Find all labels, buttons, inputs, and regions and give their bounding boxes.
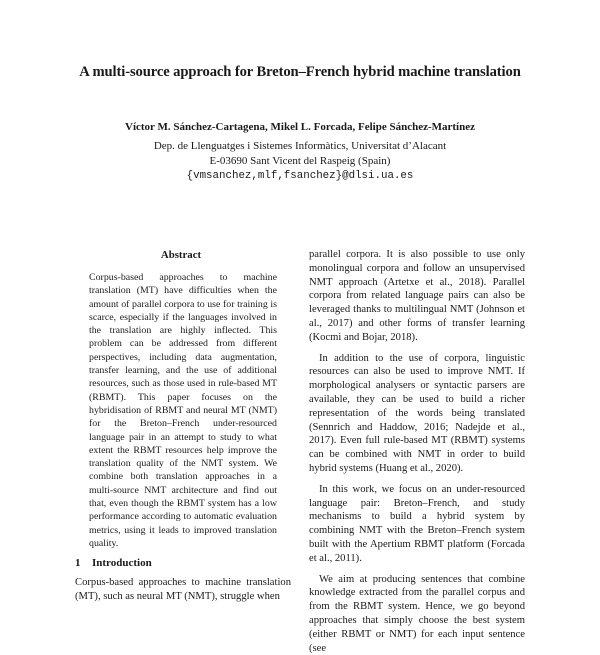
author-emails: {vmsanchez,mlf,fsanchez}@dlsi.ua.es	[186, 170, 414, 182]
body-paragraph: We aim at producing sentences that combine knowledge extracted from the parallel corpus and from the RBMT system. Hence, we go beyond approaches that simply choose the best system (either RBMT or NMT) for each input sentence (see	[309, 573, 525, 654]
abstract-heading: Abstract	[160, 249, 202, 261]
body-paragraph: In addition to the use of corpora, linguistic resources can also be used to improve NMT. If morphological analysers or syntactic parsers are available, they can be used to build a richer representation of the words being translated (Sennrich and Haddow, 2016; Nadejde et al., 2017). Even full rule-based MT (RBMT) systems can be combined with NMT in order to build hybrid systems (Huang et al., 2020).	[309, 352, 525, 474]
affiliation-line-2: E-03690 Sant Vicent del Raspeig (Spain)	[209, 155, 391, 167]
author-list: Víctor M. Sánchez-Cartagena, Mikel L. Forcada, Felipe Sánchez-Martínez	[125, 121, 475, 133]
right-column	[309, 248, 525, 655]
section-heading-introduction	[75, 557, 152, 569]
abstract-text: Corpus-based approaches to machine translation (MT) have difficulties when the amount of parallel corpora to use for training is scarce, especially if the languages involved in the translation are highly inflected. This problem can be addressed from different perspectives, including data augmentation, transfer learning, and the use of additional resources, such as those used in rule-based MT (RBMT). This paper focuses on the hybridisation of RBMT and neural MT (NMT) for the Breton–French under-resourced language pair in an attempt to study to what extent the RBMT resources help improve the translation quality of the NMT system. We combine both translation approaches in a multi-source NMT architecture and find out that, even though the RBMT system has a low performance according to automatic evaluation metrics, using it leads to improved translation quality.	[89, 272, 277, 549]
body-paragraph: In this work, we focus on an under-resourced language pair: Breton–French, and study mechanisms to build a hybrid system by combining NMT with the Breton–French system built with the Apertium RBMT platform (Forcada et al., 2011).	[309, 483, 525, 564]
section-title: Introduction	[92, 557, 152, 569]
section-number: 1	[75, 557, 81, 569]
affiliation-line-1: Dep. de Llenguatges i Sistemes Informàtics, Universitat d’Alacant	[153, 140, 447, 152]
paper-title: A multi-source approach for Breton–French hybrid machine translation	[79, 64, 521, 80]
introduction-paragraph-1: Corpus-based approaches to machine translation (MT), such as neural MT (NMT), struggle when	[75, 577, 291, 602]
body-paragraph: parallel corpora. It is also possible to use only monolingual corpora and follow an unsupervised NMT approach (Artetxe et al., 2018). Parallel corpora from related language pairs can also be leveraged thanks to multilingual NMT (Johnson et al., 2017) and other forms of transfer learning (Kocmi and Bojar, 2018).	[309, 249, 525, 343]
